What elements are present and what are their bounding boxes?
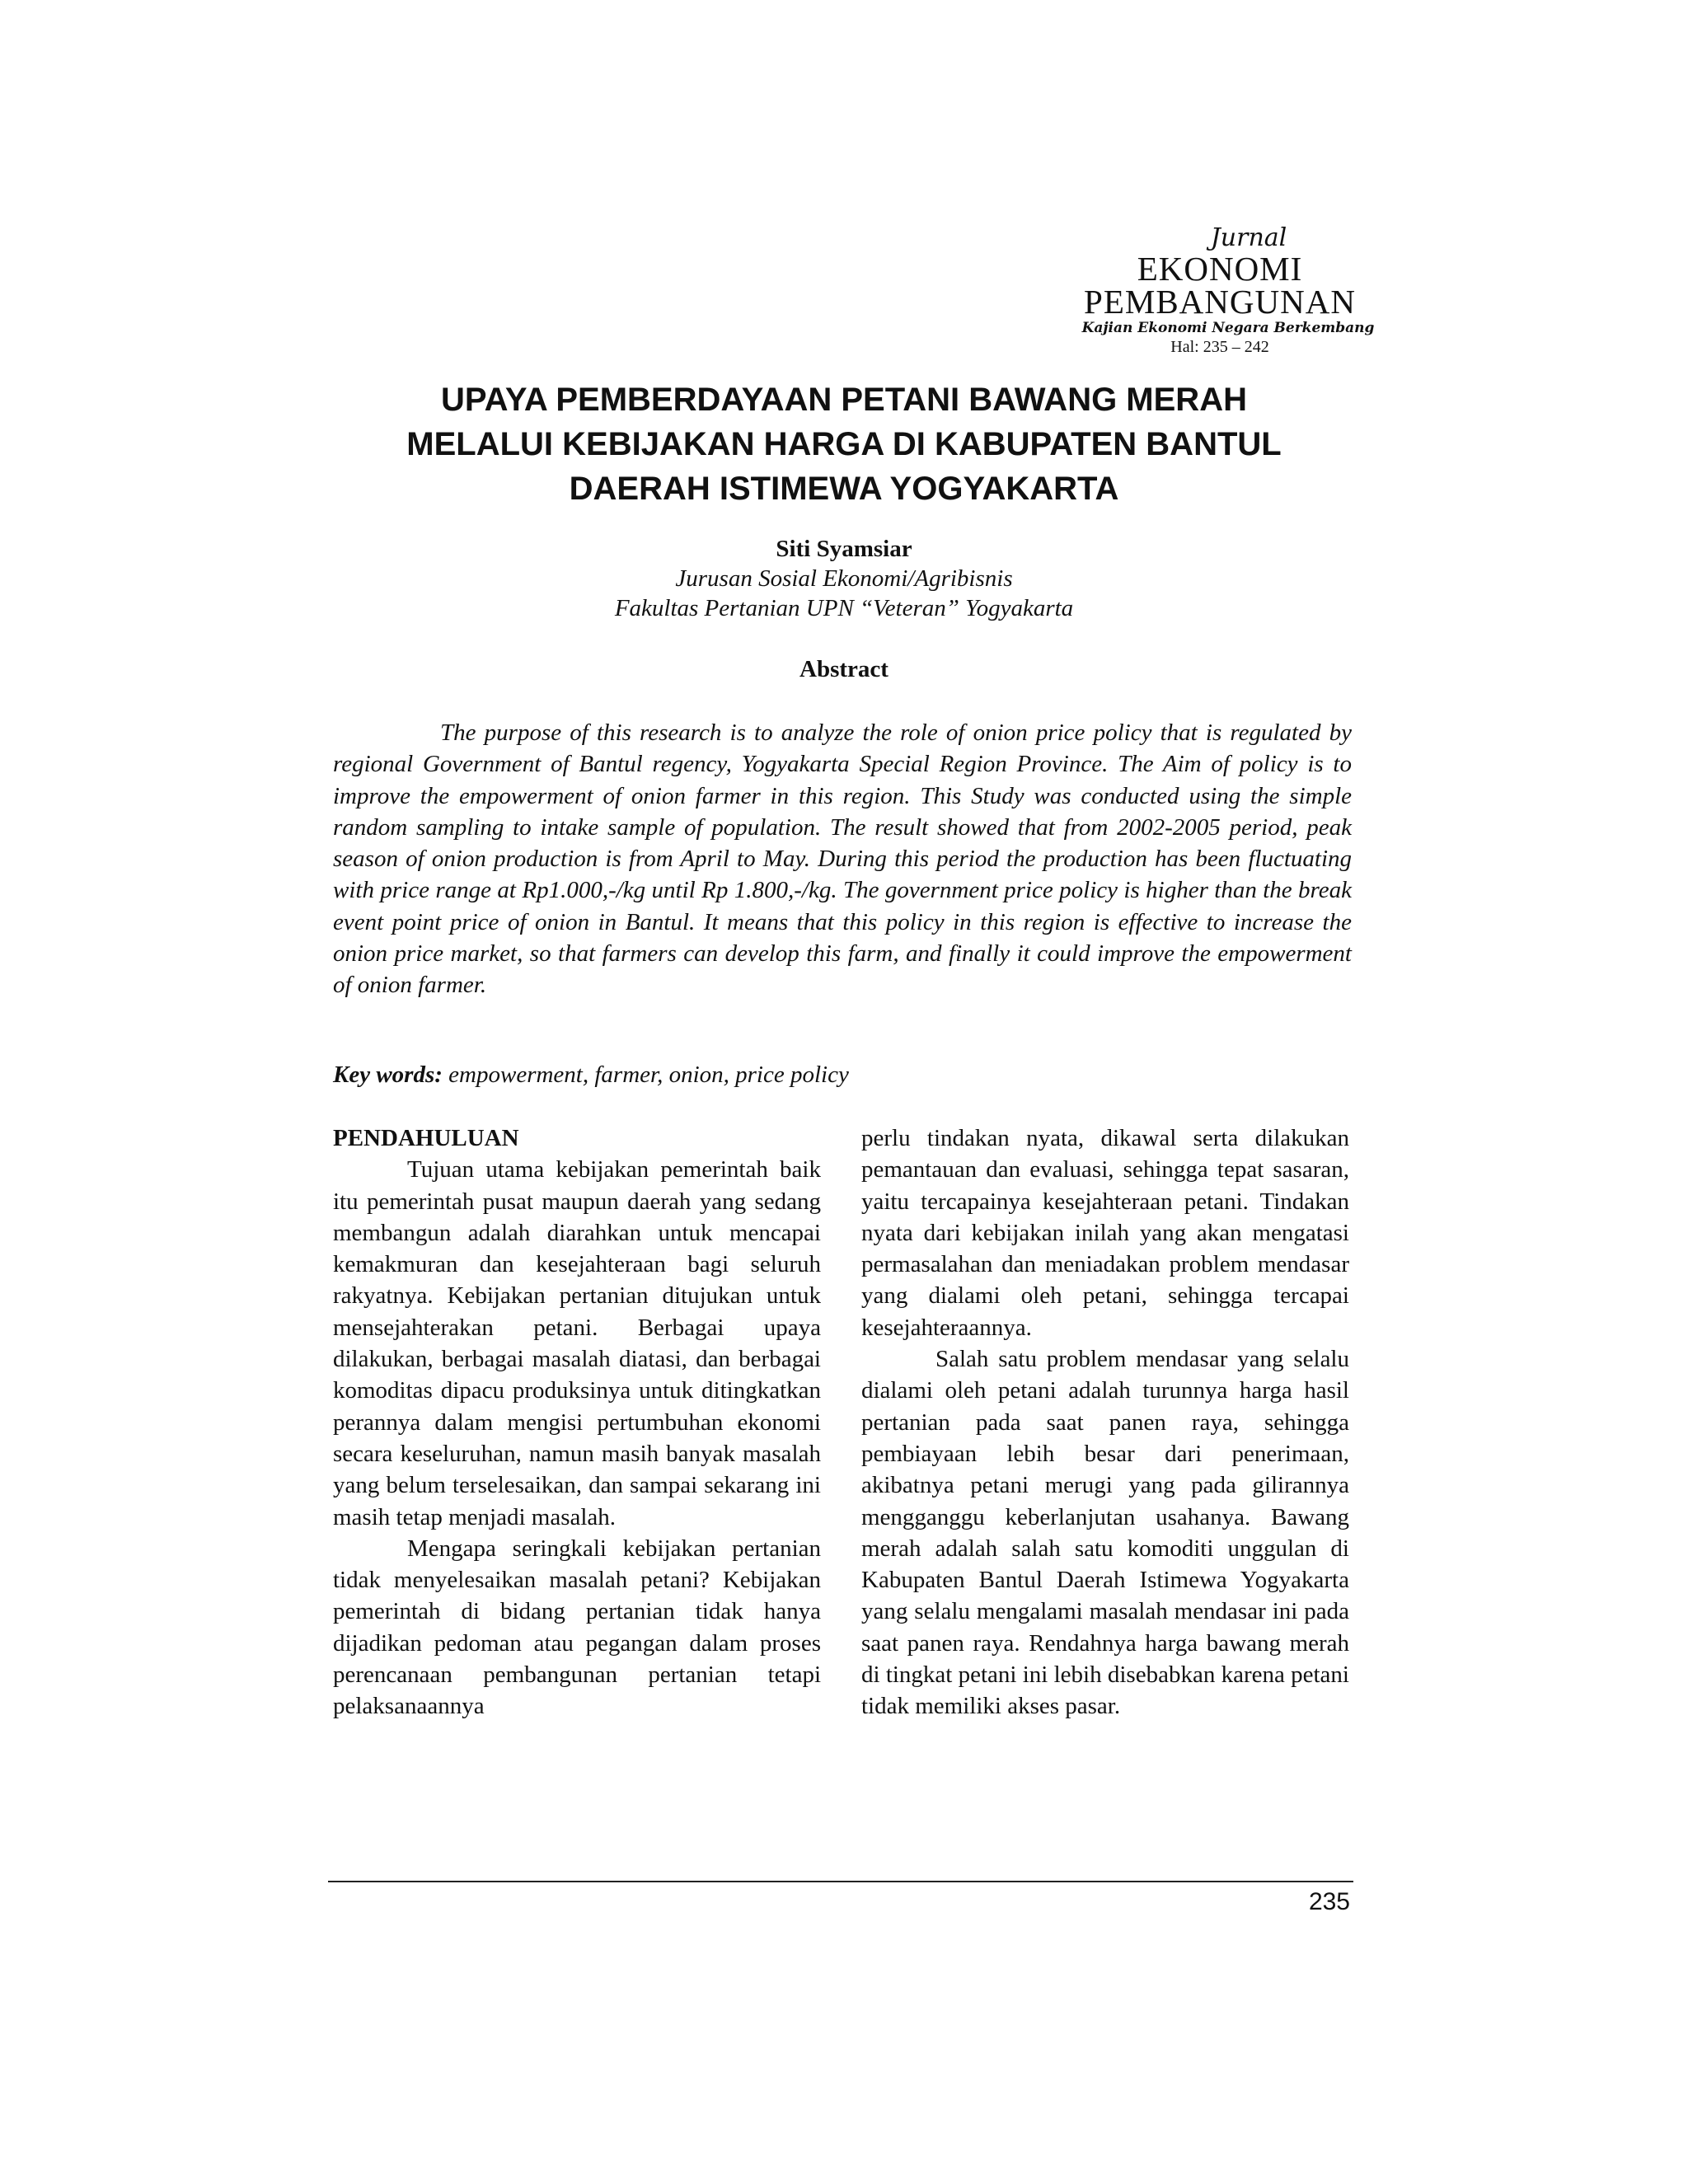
body-column-left	[333, 1122, 821, 1722]
author-name: Siti Syamsiar	[776, 536, 912, 562]
masthead-subtitle: Kajian Ekonomi Negara Berkembang	[1081, 320, 1375, 336]
masthead-pembangunan: PEMBANGUNAN	[1084, 283, 1356, 321]
author-department: Jurusan Sosial Ekonomi/Agribisnis	[675, 565, 1013, 592]
section-heading-pendahuluan: PENDAHULUAN	[333, 1125, 519, 1151]
masthead-page-range: Hal: 235 – 242	[1170, 338, 1269, 356]
masthead-ekonomi: EKONOMI	[1137, 250, 1303, 288]
paper-title-line-2: MELALUI KEBIJAKAN HARGA DI KABUPATEN BANTUL	[406, 426, 1282, 462]
body-paragraph: Salah satu problem mendasar yang selalu dialami oleh petani adalah turunnya harga hasil pertanian pada saat panen raya, sehingga pembiayaan lebih besar dari penerimaan, akibatnya petani merugi yang pada gilirannya mengganggu keberlanjutan usahanya. Bawang merah adalah salah satu komoditi unggulan di Kabupaten Bantul Daerah Istimewa Yogyakarta yang selalu mengalami masalah mendasar ini pada saat panen raya. Rendahnya harga bawang merah di tingkat petani ini lebih disebabkan karena petani tidak memiliki akses pasar.	[861, 1346, 1349, 1720]
journal-masthead	[1063, 224, 1376, 356]
paper-title	[247, 377, 1441, 511]
keywords-label: Key words:	[333, 1062, 443, 1088]
page-number: 235	[1308, 1888, 1350, 1915]
body-column-right	[861, 1122, 1349, 1722]
footer-rule	[328, 1881, 1353, 1882]
body-paragraph: perlu tindakan nyata, dikawal serta dilakukan pemantauan dan evaluasi, sehingga tepat sasaran, yaitu tercapainya kesejahteraan petani. Tindakan nyata dari kebijakan inilah yang akan mengatasi permasalahan dan meniadakan problem mendasar yang dialami oleh petani, sehingga tercapai kesejahteraannya.	[861, 1125, 1349, 1341]
paper-title-line-1: UPAYA PEMBERDAYAAN PETANI BAWANG MERAH	[441, 382, 1247, 418]
body-paragraph: Tujuan utama kebijakan pemerintah baik itu pemerintah pusat maupun daerah yang sedang membangun adalah diarahkan untuk mencapai kemakmuran dan kesejahteraan bagi seluruh rakyatnya. Kebijakan pertanian ditujukan untuk mensejahterakan petani. Berbagai upaya dilakukan, berbagai masalah diatasi, dan berbagai komoditas dipacu produksinya untuk ditingkatkan perannya dalam mengisi pertumbuhan ekonomi secara keseluruhan, namun masih banyak masalah yang belum terselesaikan, dan sampai sekarang ini masih tetap menjadi masalah.	[333, 1156, 821, 1530]
paper-title-line-3: DAERAH ISTIMEWA YOGYAKARTA	[569, 471, 1119, 507]
body-paragraph: Mengapa seringkali kebijakan pertanian tidak menyelesaikan masalah petani? Kebijakan pemerintah di bidang pertanian tidak hanya dijadikan pedoman atau pegangan dalam proses perencanaan pembangunan pertanian tetapi pelaksanaannya	[333, 1535, 821, 1720]
masthead-jurnal-script: Jurnal	[1210, 223, 1287, 252]
abstract-heading: Abstract	[799, 656, 889, 682]
keywords-text: empowerment, farmer, onion, price policy	[442, 1062, 849, 1088]
author-faculty: Fakultas Pertanian UPN “Veteran” Yogyakarta	[614, 595, 1074, 621]
abstract-text: The purpose of this research is to analyze the role of onion price policy that is regulated by regional Government of Bantul regency, Yogyakarta Special Region Province. The Aim of policy is to improve the empowerment of onion farmer in this region. This Study was conducted using the simple random sampling to intake sample of population. The result showed that from 2002-2005 period, peak season of onion production is from April to May. During this period the production has been fluctuating with price range at Rp1.000,-/kg until Rp 1.800,-/kg. The government price policy is higher than the break event point price of onion in Bantul. It means that this policy in this region is effective to increase the onion price market, so that farmers can develop this farm, and finally it could improve the empowerment of onion farmer.	[333, 719, 1352, 999]
keywords	[333, 1060, 1352, 1090]
